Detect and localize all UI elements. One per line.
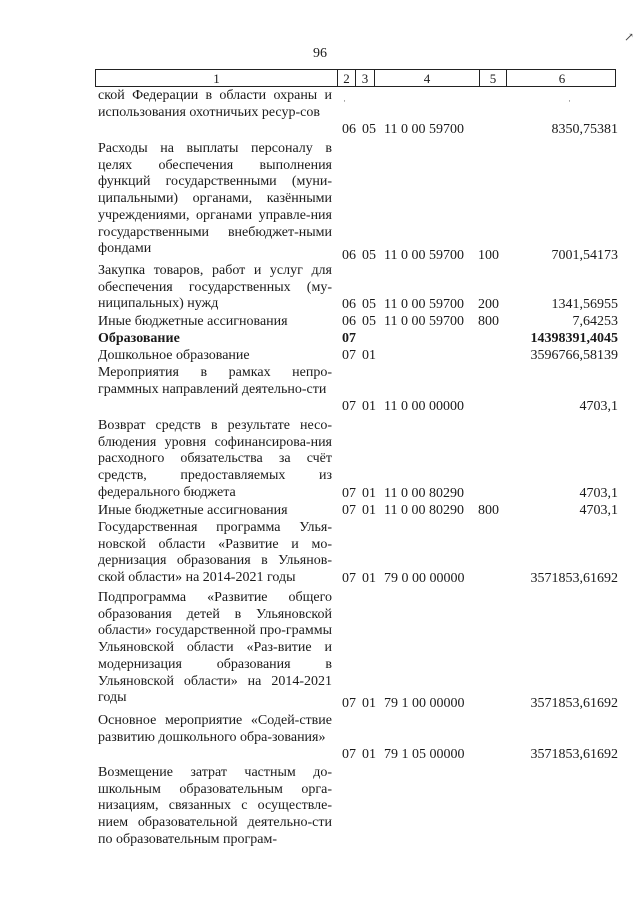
row-target-code: 11 0 00 80290 <box>384 486 464 501</box>
row-target-code: 11 0 00 80290 <box>384 503 464 518</box>
row-target-code: 79 1 05 00000 <box>384 747 465 762</box>
page-number: 96 <box>313 46 327 61</box>
header-col-4: 4 <box>374 70 479 86</box>
row-subsection-code: 01 <box>362 399 376 414</box>
row-amount: 7001,54173 <box>551 248 618 263</box>
header-col-3: 3 <box>355 70 374 86</box>
row-target-code: 11 0 00 59700 <box>384 122 464 137</box>
row-description: Иные бюджетные ассигнования <box>98 314 288 329</box>
row-description: Иные бюджетные ассигнования <box>98 503 288 518</box>
row-section-code: 07 <box>342 348 356 363</box>
header-col-6: 6 <box>506 70 617 86</box>
row-expense-type: 800 <box>478 314 499 329</box>
row-description: ской Федерации в области охраны и использования охотничьих ресур-сов <box>98 88 332 120</box>
row-section-code: 06 <box>342 297 356 312</box>
header-col-1: 1 <box>213 71 220 86</box>
row-section-code: 07 <box>342 696 356 711</box>
row-target-code: 79 1 00 00000 <box>384 696 465 711</box>
row-description: Образование <box>98 331 180 346</box>
row-amount: 3571853,61692 <box>530 747 618 762</box>
row-description: Возмещение затрат частным до-школьным образовательным орга-низациям, связанных с осуществле-нием образовательной деятельно-сти по образовательным програм- <box>98 765 332 847</box>
row-section-code: 07 <box>342 503 356 518</box>
row-subsection-code: 01 <box>362 696 376 711</box>
row-subsection-code: 05 <box>362 248 376 263</box>
row-subsection-code: 01 <box>362 348 376 363</box>
row-section-code: 07 <box>342 747 356 762</box>
table-header <box>95 69 616 87</box>
scan-speck: · <box>568 96 571 106</box>
row-expense-type: 800 <box>478 503 499 518</box>
row-subsection-code: 05 <box>362 297 376 312</box>
row-description: Дошкольное образование <box>98 348 250 363</box>
row-description: Возврат средств в результате несо-блюдения уровня софинансирова-ния расходного обязательства за счёт средств, предоставляемых из федерального бюджета <box>98 418 332 500</box>
row-section-code: 07 <box>342 331 356 346</box>
row-amount: 3571853,61692 <box>530 696 618 711</box>
row-subsection-code: 05 <box>362 122 376 137</box>
row-section-code: 07 <box>342 399 356 414</box>
row-section-code: 07 <box>342 486 356 501</box>
corner-mark: ↗ <box>623 30 634 44</box>
row-amount: 14398391,4045 <box>530 331 618 346</box>
row-subsection-code: 05 <box>362 314 376 329</box>
row-section-code: 06 <box>342 248 356 263</box>
row-subsection-code: 01 <box>362 571 376 586</box>
row-target-code: 11 0 00 59700 <box>384 314 464 329</box>
row-description: Государственная программа Улья-новской области «Развитие и мо-дернизация образования в Ульянов-ской области» на 2014-2021 годы <box>98 520 332 586</box>
row-amount: 4703,1 <box>579 486 618 501</box>
row-description: Расходы на выплаты персоналу в целях обеспечения выполнения функций государственными (муни-ципальными) органами, казёнными учреждениями, органами управле-ния государственными внебюджет-ными фондами <box>98 141 332 257</box>
row-amount: 1341,56955 <box>551 297 618 312</box>
row-amount: 4703,1 <box>579 503 618 518</box>
row-target-code: 79 0 00 00000 <box>384 571 465 586</box>
scan-speck: · <box>343 96 346 106</box>
row-description: Подпрограмма «Развитие общего образования детей в Ульяновской области» государственной про-граммы Ульяновской области «Раз-витие и модернизация образования в Ульяновской области» на 2014-2021 годы <box>98 590 332 706</box>
row-section-code: 07 <box>342 571 356 586</box>
row-amount: 4703,1 <box>579 399 618 414</box>
row-amount: 7,64253 <box>572 314 618 329</box>
row-target-code: 11 0 00 59700 <box>384 297 464 312</box>
row-section-code: 06 <box>342 314 356 329</box>
row-description: Мероприятия в рамках непро-граммных направлений деятельно-сти <box>98 365 332 397</box>
row-section-code: 06 <box>342 122 356 137</box>
row-amount: 3571853,61692 <box>530 571 618 586</box>
row-amount: 8350,75381 <box>551 122 618 137</box>
row-subsection-code: 01 <box>362 747 376 762</box>
row-description: Закупка товаров, работ и услуг для обеспечения государственных (му-ниципальных) нужд <box>98 263 332 312</box>
row-subsection-code: 01 <box>362 503 376 518</box>
row-expense-type: 200 <box>478 297 499 312</box>
header-col-5: 5 <box>479 70 506 86</box>
row-expense-type: 100 <box>478 248 499 263</box>
header-col-2: 2 <box>337 70 355 86</box>
row-description: Основное мероприятие «Содей-ствие развитию дошкольного обра-зования» <box>98 713 332 745</box>
row-subsection-code: 01 <box>362 486 376 501</box>
row-target-code: 11 0 00 59700 <box>384 248 464 263</box>
row-amount: 3596766,58139 <box>530 348 618 363</box>
row-target-code: 11 0 00 00000 <box>384 399 464 414</box>
